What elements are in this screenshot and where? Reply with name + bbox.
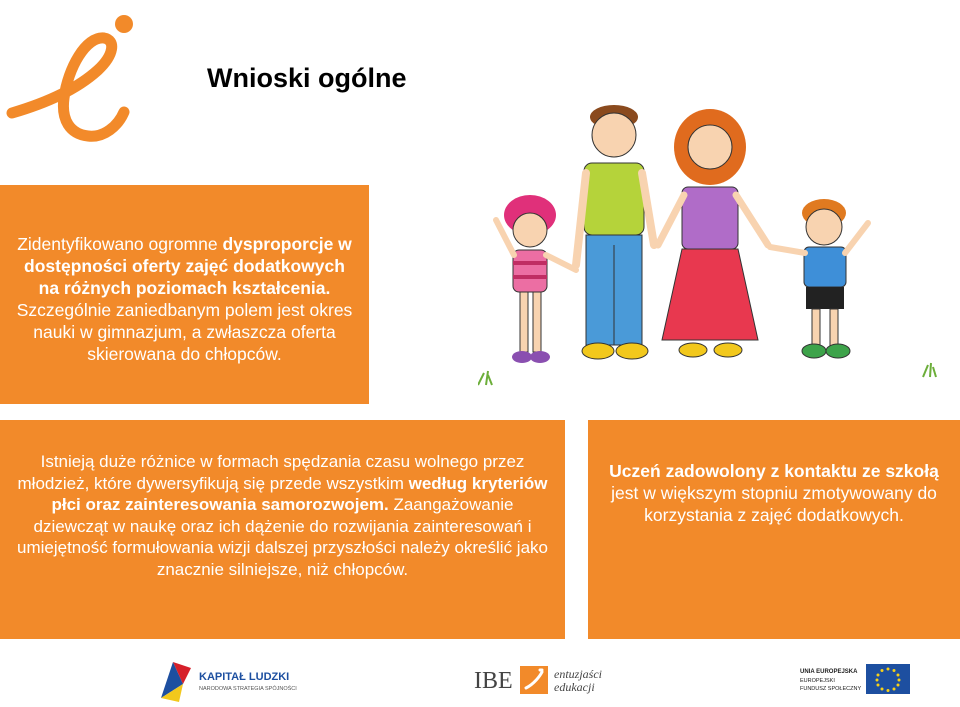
ibe-mark-icon <box>520 666 548 694</box>
ibe-line-1: entuzjaści <box>554 667 602 681</box>
kapital-ludzki-logo <box>157 658 307 704</box>
ue-line-3: FUNDUSZ SPOŁECZNY <box>800 686 862 692</box>
bold-segment: według kryteriów płci oraz zainteresowania samorozwojem. <box>51 473 548 514</box>
conclusion-text-1 <box>16 233 353 365</box>
ue-line-2: EUROPEJSKI <box>800 678 835 684</box>
kl-title: KAPITAŁ LUDZKI <box>199 671 290 683</box>
eu-efs-logo <box>800 663 914 697</box>
text-segment: Istnieją duże różnice w formach spędzania czasu wolnego przez młodzież, które dywersyfikują się przede wszystkim <box>17 452 525 493</box>
family-illustration <box>478 95 948 395</box>
conclusion-box-2 <box>0 420 565 639</box>
ibe-line-2: edukacji <box>554 680 595 694</box>
eu-flag-icon <box>866 664 910 694</box>
text-segment: jest w większym stopniu zmotywowany do korzystania z zajęć dodatkowych. <box>611 482 937 525</box>
ibe-name: IBE <box>474 668 513 694</box>
text-segment: Szczególnie zaniedbanym polem jest okres nauki w gimnazjum, a zwłaszcza oferta skierowana do chłopców. <box>16 299 353 364</box>
conclusion-box-3 <box>588 420 960 639</box>
bold-segment: dysproporcje w dostępności oferty zajęć dodatkowych na różnych poziomach kształcenia. <box>24 233 352 298</box>
conclusion-text-2 <box>14 451 551 580</box>
conclusion-text-3 <box>600 460 948 526</box>
text-segment: Zaangażowanie dziewcząt w naukę oraz ich dążenie do rozwijania zainteresowań i umiejętność formułowania wizji dalszej przyszłości należy określić jako znacznie silniejsze, niż chłopców. <box>17 495 548 579</box>
conclusion-box-1 <box>0 185 369 404</box>
orange-ribbon-logo <box>6 8 146 143</box>
kl-subtitle: NARODOWA STRATEGIA SPÓJNOŚCI <box>199 686 297 692</box>
page-title: Wnioski ogólne <box>207 63 407 93</box>
text-segment: Zidentyfikowano ogromne <box>17 233 223 254</box>
ue-line-1: UNIA EUROPEJSKA <box>800 669 858 675</box>
ibe-logo <box>470 660 610 700</box>
bold-segment: Uczeń zadowolony z kontaktu ze szkołą <box>609 460 939 481</box>
